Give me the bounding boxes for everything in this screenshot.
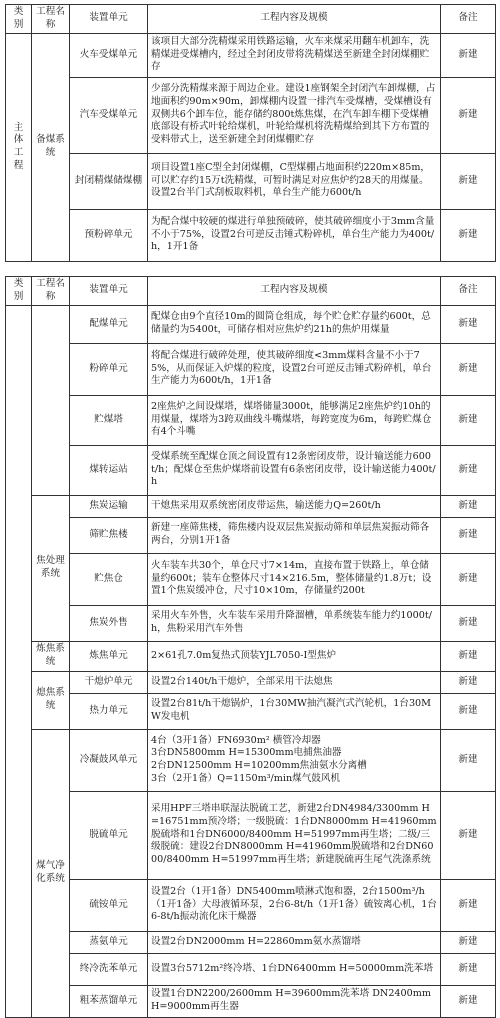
table-row xyxy=(6,605,496,641)
unit-cell: 贮焦仓 xyxy=(70,553,148,605)
table-row xyxy=(6,153,496,209)
unit-cell: 粗苯蒸馏单元 xyxy=(70,985,148,1017)
unit-cell: 预粉碎单元 xyxy=(70,209,148,261)
unit-cell: 焦炭外售 xyxy=(70,605,148,641)
note-cell: 新建 xyxy=(441,495,496,517)
table-row xyxy=(6,495,496,517)
note-cell: 新建 xyxy=(441,153,496,209)
note-cell: 新建 xyxy=(441,77,496,153)
table-row xyxy=(6,343,496,395)
header-unit: 装置单元 xyxy=(70,5,148,34)
table-row xyxy=(6,729,496,791)
desc-cell: 采用火车外售，火车装车采用升降溜槽，单系统装车能力约1000t/h，焦粉采用汽车外售 xyxy=(148,605,441,641)
unit-cell: 筛贮焦楼 xyxy=(70,517,148,553)
desc-cell: 采用HPF三塔串联湿法脱硫工艺，新建2台DN4984/3300mm H=16751mm预冷塔；一级脱硫：1台DN8000mm H=41960mm脱硫塔和1台DN6000/8400mm H=51997mm再生塔；二级/三级脱硫：建设2台DN8000mm H=41960mm脱硫塔和2台DN6000/8400mm H=51997mm再生塔；新建脱硫再生尾气洗涤系统 xyxy=(148,791,441,879)
note-cell: 新建 xyxy=(441,33,496,77)
main-project-table-1 xyxy=(5,4,496,262)
table-row xyxy=(6,641,496,671)
table-row xyxy=(6,953,496,985)
main-project-table-2 xyxy=(5,276,496,1018)
system-cell: 备煤系统 xyxy=(32,33,70,261)
unit-cell: 硫铵单元 xyxy=(70,879,148,931)
desc-cell: 设置2台140t/h干熄炉，全部采用干法熄焦 xyxy=(148,671,441,693)
system-cell: 炼焦系统 xyxy=(32,641,70,671)
table-row xyxy=(6,879,496,931)
header-category: 类别 xyxy=(6,277,32,306)
table-row xyxy=(6,517,496,553)
note-cell: 新建 xyxy=(441,931,496,953)
desc-cell: 新建一座筛焦楼，筛焦楼内设双层焦炭振动筛和单层焦炭振动筛各两台，分别1开1备 xyxy=(148,517,441,553)
unit-cell: 贮煤塔 xyxy=(70,395,148,445)
unit-cell: 干熄炉单元 xyxy=(70,671,148,693)
system-cell xyxy=(32,305,70,495)
category-cell xyxy=(6,305,32,1017)
table-row xyxy=(6,209,496,261)
unit-cell: 蒸氨单元 xyxy=(70,931,148,953)
note-cell: 新建 xyxy=(441,729,496,791)
header-remark: 备注 xyxy=(441,5,496,34)
unit-cell: 汽车受煤单元 xyxy=(70,77,148,153)
header-remark: 备注 xyxy=(441,277,496,306)
header-content: 工程内容及规模 xyxy=(148,277,441,306)
note-cell: 新建 xyxy=(441,693,496,729)
table-header-row xyxy=(6,277,496,306)
table-row xyxy=(6,671,496,693)
table-row xyxy=(6,985,496,1017)
desc-cell: 该项目大部分洗精煤采用铁路运输，火车来煤采用翻车机卸车，洗精煤进受煤槽内，经过全封闭皮带将洗精煤送至新建全封闭煤棚贮存 xyxy=(148,33,441,77)
table-row xyxy=(6,305,496,343)
note-cell: 新建 xyxy=(441,305,496,343)
table-row xyxy=(6,931,496,953)
unit-cell: 终冷洗苯单元 xyxy=(70,953,148,985)
unit-cell: 焦炭运输 xyxy=(70,495,148,517)
table-row xyxy=(6,445,496,495)
desc-cell: 设置3台5712m²终冷塔、1台DN6400mm H=50000mm洗苯塔 xyxy=(148,953,441,985)
header-category: 类别 xyxy=(6,5,32,34)
desc-cell: 少部分洗精煤来源于周边企业。建设1座钢架全封闭汽车卸煤棚，占地面积约90m×90m，卸煤棚内设置一排汽车受煤槽，受煤槽设有双侧共6个卸车位，能存储约800t炼焦煤，在汽车卸车棚下受煤槽底部设有桥式叶轮给煤机，叶轮给煤机将洗精煤给到其下方布置的受料带式上，送至新建全封闭煤棚贮存 xyxy=(148,77,441,153)
table-row xyxy=(6,553,496,605)
desc-cell: 将配合煤进行破碎处理，使其破碎细度<3mm煤料含量不小于75%，从而保证入炉煤的粒度，设置2台可逆反击锤式粉碎机，单台生产能力为600t/h，1开1备 xyxy=(148,343,441,395)
unit-cell: 配煤单元 xyxy=(70,305,148,343)
note-cell: 新建 xyxy=(441,953,496,985)
desc-cell: 设置2台81t/h干熄锅炉，1台30MW抽汽凝汽式汽轮机，1台30MW发电机 xyxy=(148,693,441,729)
header-content: 工程内容及规模 xyxy=(148,5,441,34)
note-cell: 新建 xyxy=(441,517,496,553)
desc-cell: 2×61孔7.0m复热式顶装YJL7050-I型焦炉 xyxy=(148,641,441,671)
system-cell: 熄焦系统 xyxy=(32,671,70,729)
desc-cell: 4台（3开1备）FN6930m² 横管冷却器 3台DN5800mm H=15300mm电捕焦油器 2台DN12500mm H=10200mm焦油氨水分离槽 3台（2开1备）Q=1150m³/min煤气鼓风机 xyxy=(148,729,441,791)
unit-cell: 封闭精煤储煤棚 xyxy=(70,153,148,209)
note-cell: 新建 xyxy=(441,343,496,395)
table-row xyxy=(6,77,496,153)
table-header-row xyxy=(6,5,496,34)
note-cell: 新建 xyxy=(441,985,496,1017)
desc-cell: 干熄焦采用双系统密闭皮带运焦，输送能力Q=260t/h xyxy=(148,495,441,517)
table-row xyxy=(6,33,496,77)
header-unit: 装置单元 xyxy=(70,277,148,306)
unit-cell: 粉碎单元 xyxy=(70,343,148,395)
note-cell: 新建 xyxy=(441,605,496,641)
note-cell: 新建 xyxy=(441,209,496,261)
note-cell: 新建 xyxy=(441,671,496,693)
note-cell: 新建 xyxy=(441,879,496,931)
unit-cell: 煤转运站 xyxy=(70,445,148,495)
table-row xyxy=(6,395,496,445)
desc-cell: 设置1台DN2200/2600mm H=39600mm洗苯塔 DN2400mm H=9000mm再生器 xyxy=(148,985,441,1017)
header-project: 工程名称 xyxy=(32,5,70,34)
unit-cell: 热力单元 xyxy=(70,693,148,729)
unit-cell: 脱硫单元 xyxy=(70,791,148,879)
desc-cell: 为配合煤中较硬的煤进行单独预破碎，使其破碎细度小于3mm含量不小于75%，设置2台可逆反击锤式粉碎机，单台生产能力为400t/h，1开1备 xyxy=(148,209,441,261)
desc-cell: 火车装车共30个，单仓尺寸7×14m，直接布置于铁路上，单仓储量约600t；装车仓整体尺寸14×216.5m，整体储量约1.8万t；设置1个焦炭缓冲仓，尺寸10×10m，存储量约200t xyxy=(148,553,441,605)
note-cell: 新建 xyxy=(441,791,496,879)
desc-cell: 受煤系统至配煤仓顶之间设置有12条密闭皮带，设计输送能力600t/h；配煤仓至焦炉煤塔前设置有6条密闭皮带，设计输送能力400t/h xyxy=(148,445,441,495)
desc-cell: 项目设置1座C型全封闭煤棚，C型煤棚占地面积约220m×85m，可以贮存约15万t洗精煤，可暂时满足对应焦炉约28天的用煤量。设置2台半门式刮板取料机，单台生产能力600t/h xyxy=(148,153,441,209)
system-cell: 煤气净化系统 xyxy=(32,729,70,1017)
table-row xyxy=(6,791,496,879)
table-row xyxy=(6,693,496,729)
note-cell: 新建 xyxy=(441,395,496,445)
note-cell: 新建 xyxy=(441,641,496,671)
desc-cell: 设置2台（1开1备）DN5400mm喷淋式饱和器，2台1500m³/h（1开1备）大母液循环泵，2台6-8t/h（1开1备）硫铵离心机，1台6-8t/h振动流化床干燥器 xyxy=(148,879,441,931)
desc-cell: 2座焦炉之间设煤塔，煤塔储量3000t，能够满足2座焦炉约10h的用煤量，煤塔为3跨双曲线斗嘴煤塔，每跨宽度为6m，每跨贮煤仓有4个斗嘴 xyxy=(148,395,441,445)
header-project: 工程名称 xyxy=(32,277,70,306)
desc-cell: 设置2台DN2000mm H=22860mm氨水蒸馏塔 xyxy=(148,931,441,953)
category-cell: 主体工程 xyxy=(6,33,32,261)
desc-cell: 配煤仓由9个直径10m的圆筒仓组成，每个贮仓贮存量约600t，总储量约为5400t，可储存相对应焦炉约21h的焦炉用煤量 xyxy=(148,305,441,343)
unit-cell: 冷凝鼓风单元 xyxy=(70,729,148,791)
unit-cell: 炼焦单元 xyxy=(70,641,148,671)
system-cell: 焦处理系统 xyxy=(32,495,70,641)
note-cell: 新建 xyxy=(441,445,496,495)
unit-cell: 火车受煤单元 xyxy=(70,33,148,77)
note-cell: 新建 xyxy=(441,553,496,605)
